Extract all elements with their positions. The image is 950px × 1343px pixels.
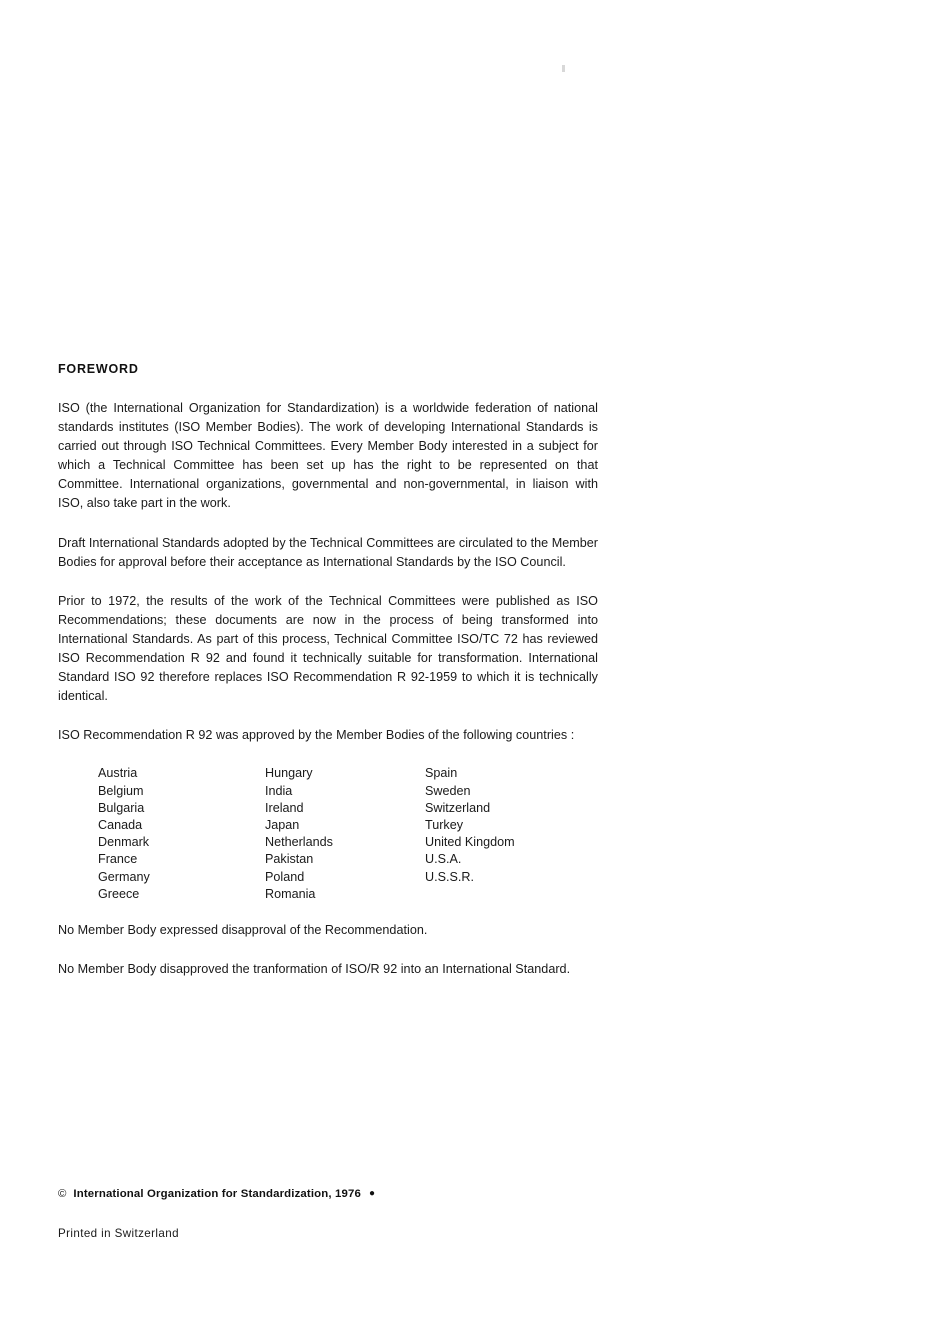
list-item: U.S.A. <box>425 852 462 867</box>
closing-statements <box>58 921 598 979</box>
list-item: Romania <box>265 886 316 901</box>
list-item: Denmark <box>98 835 150 850</box>
list-item: Austria <box>98 766 138 781</box>
list-item: Hungary <box>265 766 313 781</box>
copyright-text: International Organization for Standardization, 1976 <box>73 1188 361 1200</box>
country-list <box>58 765 598 903</box>
paragraph-2: Draft International Standards adopted by the Technical Committees are circulated to the Member Bodies for approval before their acceptance as International Standards by the ISO Council. <box>58 535 598 569</box>
list-item: India <box>265 783 293 798</box>
list-item: Netherlands <box>265 835 333 850</box>
list-item: Belgium <box>98 783 144 798</box>
copyright-notice <box>58 1186 658 1202</box>
scan-artifact-mark <box>562 65 565 72</box>
list-item: United Kingdom <box>425 835 515 850</box>
paragraph-4-approval-intro: ISO Recommendation R 92 was approved by the Member Bodies of the following countries : <box>58 728 575 743</box>
country-column-3 <box>425 765 585 903</box>
page-footer <box>58 1186 658 1242</box>
list-item: Poland <box>265 869 305 884</box>
list-item: Switzerland <box>425 800 491 815</box>
list-item: U.S.S.R. <box>425 869 474 884</box>
list-item: Canada <box>98 818 143 833</box>
closing-paragraph-1: No Member Body expressed disapproval of the Recommendation. <box>58 923 428 938</box>
list-item: France <box>98 852 138 867</box>
paragraph-1: ISO (the International Organization for Standardization) is a worldwide federation of national standards institutes (ISO Member Bodies). The work of developing International Standards is carried out through ISO Technical Committees. Every Member Body interested in a subject for which a Technical Committee has been set up has the right to be represented on that Committee. International organizations, governmental and non-governmental, in liaison with ISO, also take part in the work. <box>58 401 598 511</box>
list-item: Turkey <box>425 818 464 833</box>
list-item: Germany <box>98 869 150 884</box>
list-item: Sweden <box>425 783 471 798</box>
paragraph-3: Prior to 1972, the results of the work of the Technical Committees were published as ISO Recommendations; these documents are now in the process of being transformed into International Standards. As part of this process, Technical Committee ISO/TC 72 has reviewed ISO Recommendation R 92 and found it technically suitable for transformation. International Standard ISO 92 therefore replaces ISO Recommendation R 92-1959 to which it is technically identical. <box>58 593 598 704</box>
printed-in-text: Printed in Switzerland <box>58 1227 179 1240</box>
foreword-content <box>58 362 598 979</box>
closing-paragraph-2: No Member Body disapproved the tranformation of ISO/R 92 into an International Standard. <box>58 962 571 977</box>
page-title: FOREWORD <box>58 362 139 376</box>
list-item: Bulgaria <box>98 800 145 815</box>
country-column-2 <box>265 765 425 903</box>
list-item: Japan <box>265 818 300 833</box>
bullet-icon: ● <box>368 1188 375 1199</box>
list-item: Pakistan <box>265 852 314 867</box>
country-column-1 <box>98 765 265 903</box>
copyright-icon: © <box>58 1188 67 1200</box>
list-item: Ireland <box>265 800 304 815</box>
list-item: Greece <box>98 886 140 901</box>
list-item: Spain <box>425 766 458 781</box>
